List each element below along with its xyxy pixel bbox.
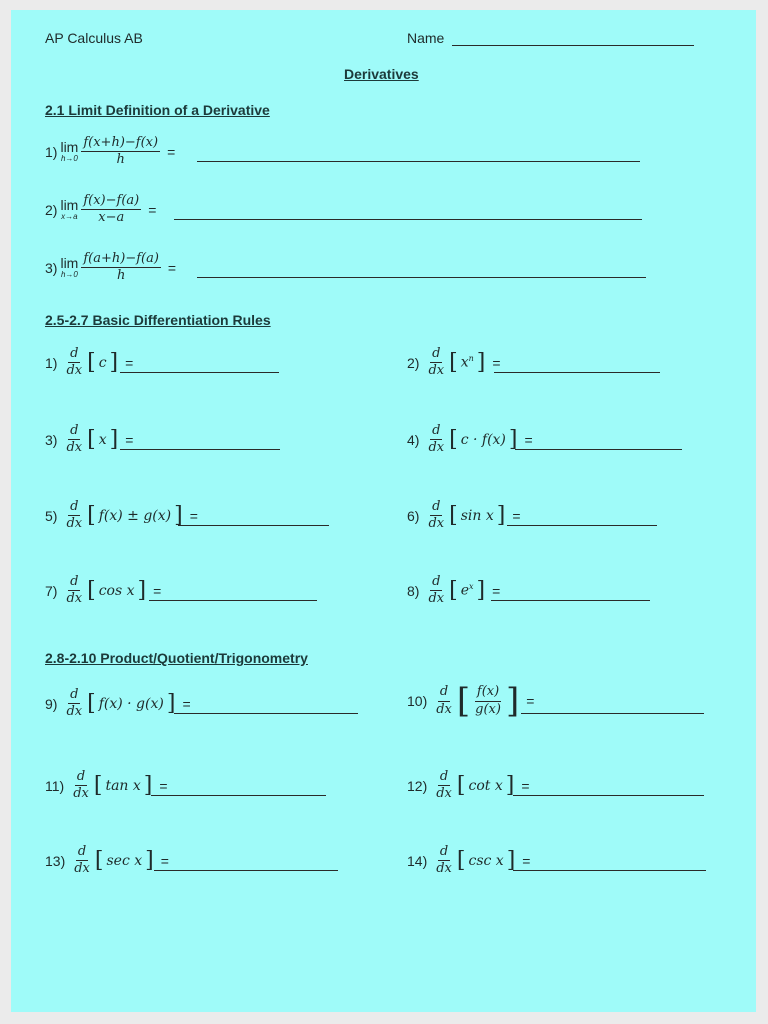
answer-blank-rule-13[interactable] [154, 870, 338, 871]
equals-sign: = [153, 582, 162, 599]
expression: tan x [105, 777, 141, 794]
answer-blank-rule-12[interactable] [513, 795, 704, 796]
derivative-operator: $\frac{d}{dx}$ [436, 769, 452, 802]
limit-problem-1 [45, 136, 175, 168]
answer-blank-rule-4[interactable] [515, 449, 682, 450]
answer-blank-rule-2[interactable] [494, 372, 660, 373]
equals-sign: = [521, 777, 530, 794]
expression: sec x [106, 852, 143, 869]
answer-blank-rule-5[interactable] [178, 525, 329, 526]
problem-number: 12) [407, 777, 428, 794]
answer-blank-rule-3[interactable] [120, 449, 280, 450]
expression: $x^n$ [460, 354, 474, 372]
problem-number: 4) [407, 431, 420, 448]
equals-sign: = [167, 259, 177, 276]
equals-sign: = [167, 143, 176, 160]
equals-sign: = [492, 354, 501, 371]
derivative-operator: $\frac{d}{dx}$ [428, 346, 445, 379]
equals-sign: = [182, 695, 191, 712]
answer-blank-rule-14[interactable] [513, 870, 706, 871]
rule-problem-10: 10) $\frac{d}{dx}$ [ $\frac{f(x)}{g(x)}$ ] = [407, 681, 535, 721]
derivative-operator: $\frac{d}{dx}$ [66, 346, 83, 379]
problem-number: 3) [45, 259, 58, 276]
answer-blank-rule-10[interactable] [521, 713, 704, 714]
expression: f(x) · g(x) [98, 695, 164, 712]
limit-operator: lim h→0 [60, 139, 79, 164]
derivative-operator: $\frac{d}{dx}$ [74, 844, 90, 877]
rule-problem-12: 12) $\frac{d}{dx}$ [ cot x ] = [407, 769, 530, 802]
answer-blank-limit-1[interactable] [197, 161, 640, 162]
derivative-operator: $\frac{d}{dx}$ [436, 684, 452, 717]
problem-number: 7) [45, 582, 58, 599]
derivative-operator: $\frac{d}{dx}$ [66, 499, 83, 532]
derivative-operator: $\frac{d}{dx}$ [436, 844, 452, 877]
expression: $e^x$ [460, 582, 474, 600]
derivative-operator: $\frac{d}{dx}$ [73, 769, 89, 802]
expression: x [98, 431, 107, 448]
problem-number: 2) [407, 354, 420, 371]
derivative-operator: $\frac{d}{dx}$ [66, 574, 83, 607]
difference-quotient: $\frac{f(x)-f(a)}{x-a}$ [83, 193, 140, 226]
equals-sign: = [492, 582, 501, 599]
rule-problem-2: 2) $\frac{d}{dx}$ [ $x^n$ ] = [407, 346, 501, 379]
problem-number: 3) [45, 431, 58, 448]
equals-sign: = [148, 201, 157, 218]
equals-sign: = [512, 507, 521, 524]
rule-problem-6: 6) $\frac{d}{dx}$ [ sin x ] = [407, 499, 521, 532]
derivative-operator: $\frac{d}{dx}$ [428, 499, 445, 532]
quotient-expression: $\frac{f(x)}{g(x)}$ [475, 684, 501, 717]
answer-blank-rule-7[interactable] [149, 600, 317, 601]
rule-problem-11: 11) $\frac{d}{dx}$ [ tan x ] = [45, 769, 168, 802]
name-label: Name [407, 30, 445, 46]
worksheet-page [11, 10, 756, 1012]
rule-problem-4: 4) $\frac{d}{dx}$ [ c · f(x) ] = [407, 423, 533, 456]
equals-sign: = [125, 354, 134, 371]
expression: csc x [468, 852, 504, 869]
limit-operator: lim x→a [60, 197, 79, 222]
equals-sign: = [160, 852, 169, 869]
rule-problem-9: 9) $\frac{d}{dx}$ [ f(x) · g(x) ] = [45, 687, 191, 720]
rule-problem-1: 1) $\frac{d}{dx}$ [ c ] = [45, 346, 134, 379]
problem-number: 5) [45, 507, 58, 524]
problem-number: 9) [45, 695, 58, 712]
rule-problem-5: 5) $\frac{d}{dx}$ [ f(x) ± g(x) ] = [45, 499, 198, 532]
answer-blank-rule-11[interactable] [151, 795, 326, 796]
section-heading-product-quotient-trig: 2.8-2.10 Product/Quotient/Trigonometry [45, 650, 308, 666]
expression: sin x [460, 507, 494, 524]
answer-blank-rule-9[interactable] [174, 713, 358, 714]
limit-operator: lim h→0 [60, 255, 79, 280]
equals-sign: = [526, 693, 535, 709]
problem-number: 1) [45, 143, 58, 160]
problem-number: 13) [45, 852, 66, 869]
problem-number: 11) [45, 777, 65, 794]
problem-number: 2) [45, 201, 58, 218]
answer-blank-rule-1[interactable] [120, 372, 279, 373]
rule-problem-13: 13) $\frac{d}{dx}$ [ sec x ] = [45, 844, 169, 877]
problem-number: 14) [407, 852, 428, 869]
equals-sign: = [524, 431, 533, 448]
derivative-operator: $\frac{d}{dx}$ [66, 687, 83, 720]
limit-problem-2 [45, 194, 156, 226]
rule-problem-14: 14) $\frac{d}{dx}$ [ csc x ] = [407, 844, 531, 877]
problem-number: 8) [407, 582, 420, 599]
expression: cot x [468, 777, 503, 794]
difference-quotient: $\frac{f(a+h)-f(a)}{h}$ [83, 251, 159, 284]
answer-blank-limit-3[interactable] [197, 277, 646, 278]
difference-quotient: $\frac{f(x+h)-f(x)}{h}$ [83, 135, 159, 168]
problem-number: 1) [45, 354, 58, 371]
derivative-operator: $\frac{d}{dx}$ [428, 423, 445, 456]
equals-sign: = [189, 507, 198, 524]
problem-number: 10) [407, 693, 428, 709]
name-field[interactable] [452, 45, 694, 46]
derivative-operator: $\frac{d}{dx}$ [428, 574, 445, 607]
course-label: AP Calculus AB [45, 30, 143, 46]
equals-sign: = [159, 777, 168, 794]
rule-problem-3: 3) $\frac{d}{dx}$ [ x ] = [45, 423, 134, 456]
expression: c [98, 354, 107, 371]
answer-blank-limit-2[interactable] [174, 219, 642, 220]
equals-sign: = [125, 431, 134, 448]
answer-blank-rule-6[interactable] [507, 525, 657, 526]
expression: cos x [98, 582, 135, 599]
limit-problem-3 [45, 252, 176, 284]
equals-sign: = [522, 852, 531, 869]
section-heading-basic-rules: 2.5-2.7 Basic Differentiation Rules [45, 312, 271, 328]
section-heading-limit-definition: 2.1 Limit Definition of a Derivative [45, 102, 270, 118]
answer-blank-rule-8[interactable] [491, 600, 650, 601]
expression: c · f(x) [460, 431, 506, 448]
rule-problem-8: 8) $\frac{d}{dx}$ [ $e^x$ ] = [407, 574, 501, 607]
derivative-operator: $\frac{d}{dx}$ [66, 423, 83, 456]
expression: f(x) ± g(x) [98, 507, 172, 524]
rule-problem-7: 7) $\frac{d}{dx}$ [ cos x ] = [45, 574, 162, 607]
page-title: Derivatives [344, 66, 419, 82]
problem-number: 6) [407, 507, 420, 524]
